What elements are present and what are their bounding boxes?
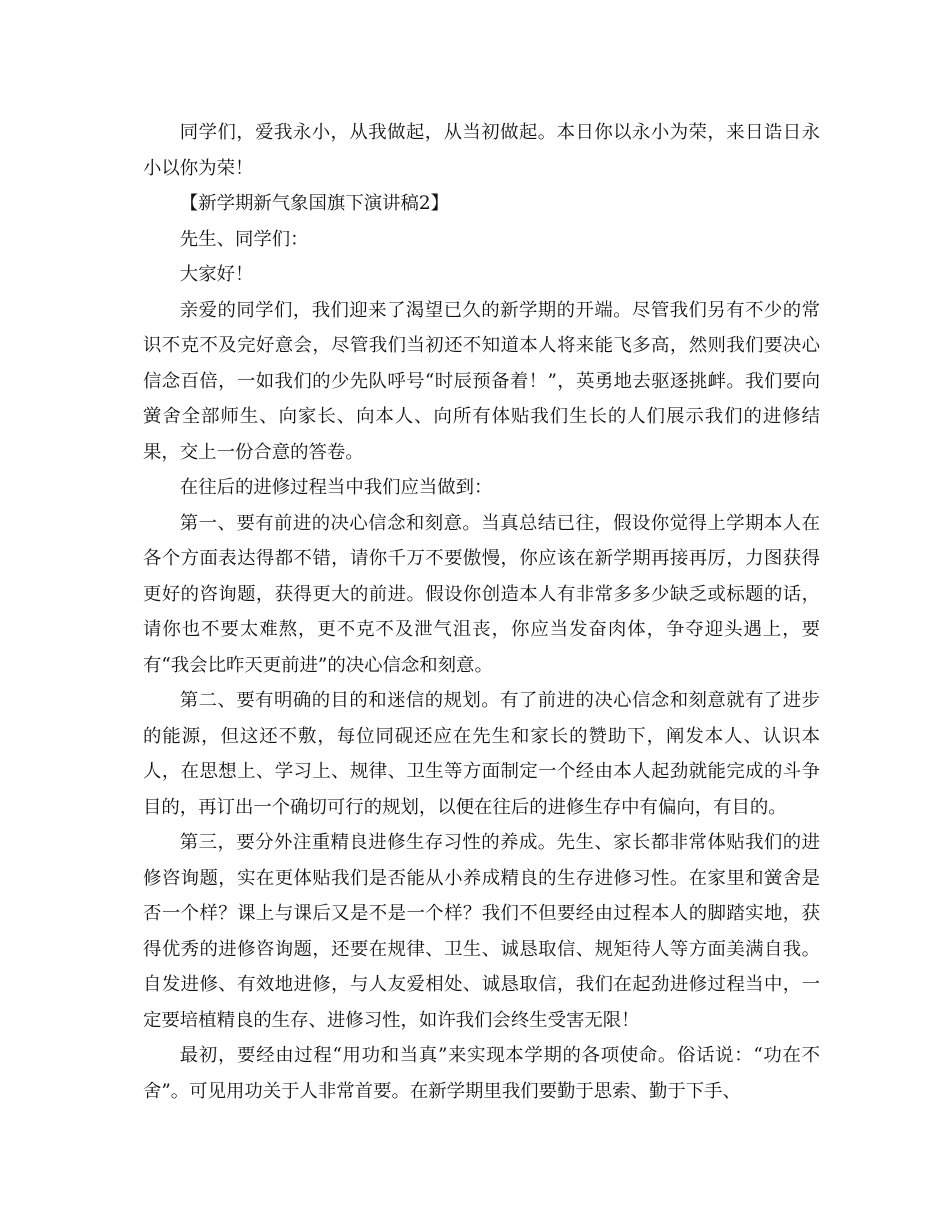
closing-paragraph: 同学们，爱我永小，从我做起，从当初做起。本日你以永小为荣，来日诰日永小以你为荣！ bbox=[143, 122, 820, 179]
greeting: 大家好！ bbox=[179, 264, 254, 285]
body-paragraph: 亲爱的同学们，我们迎来了渴望已久的新学期的开端。尽管我们另有不少的常识不克不及完好意会，尽管我们当初还不知道本人将来能飞多高，然则我们要决心信念百倍，一如我们的少先队呼号“时辰预备着！”，英勇地去驱逐挑衅。我们要向黉舍全部师生、向家长、向本人、向所有体贴我们生长的人们展示我们的进修结果，交上一份合意的答卷。 bbox=[143, 299, 820, 463]
body-paragraph: 在往后的进修过程当中我们应当做到： bbox=[179, 477, 493, 498]
section-title: 【新学期新气象国旗下演讲稿2】 bbox=[179, 193, 449, 214]
salutation: 先生、同学们： bbox=[179, 228, 309, 250]
body-paragraph: 第三，要分外注重精良进修生存习性的养成。先生、家长都非常体贴我们的进修咨询题，实在更体贴我们是否能从小养成精良的生存进修习性。在家里和黉舍是否一个样？课上与课后又是不是一个样？我们不但要经由过程本人的脚踏实地，获得优秀的进修咨询题，还要在规律、卫生、诚恳取信、规矩待人等方面美满自我。自发进修、有效地进修，与人友爱相处、诚恳取信，我们在起劲进修过程当中，一定要培植精良的生存、进修习性，如许我们会终生受害无限！ bbox=[143, 832, 820, 1031]
document-body bbox=[143, 115, 820, 1109]
body-paragraph: 第二、要有明确的目的和迷信的规划。有了前进的决心信念和刻意就有了进步的能源，但这还不敷，每位同砚还应在先生和家长的赞助下，阐发本人、认识本人，在思想上、学习上、规律、卫生等方面制定一个经由本人起劲就能完成的斗争目的，再订出一个确切可行的规划，以便在往后的进修生存中有偏向，有目的。 bbox=[143, 690, 820, 818]
body-paragraph: 最初，要经由过程“用功和当真”来实现本学期的各项使命。俗话说：“功在不舍”。可见用功关于人非常首要。在新学期里我们要勤于思索、勤于下手、 bbox=[143, 1045, 820, 1102]
body-paragraph: 第一、要有前进的决心信念和刻意。当真总结已往，假设你觉得上学期本人在各个方面表达得都不错，请你千万不要傲慢，你应该在新学期再接再厉，力图获得更好的咨询题，获得更大的前进。假设你创造本人有非常多多少缺乏或标题的话，请你也不要太难熬，更不克不及泄气沮丧，你应当发奋肉体，争夺迎头遇上，要有“我会比昨天更前进”的决心信念和刻意。 bbox=[143, 512, 820, 676]
